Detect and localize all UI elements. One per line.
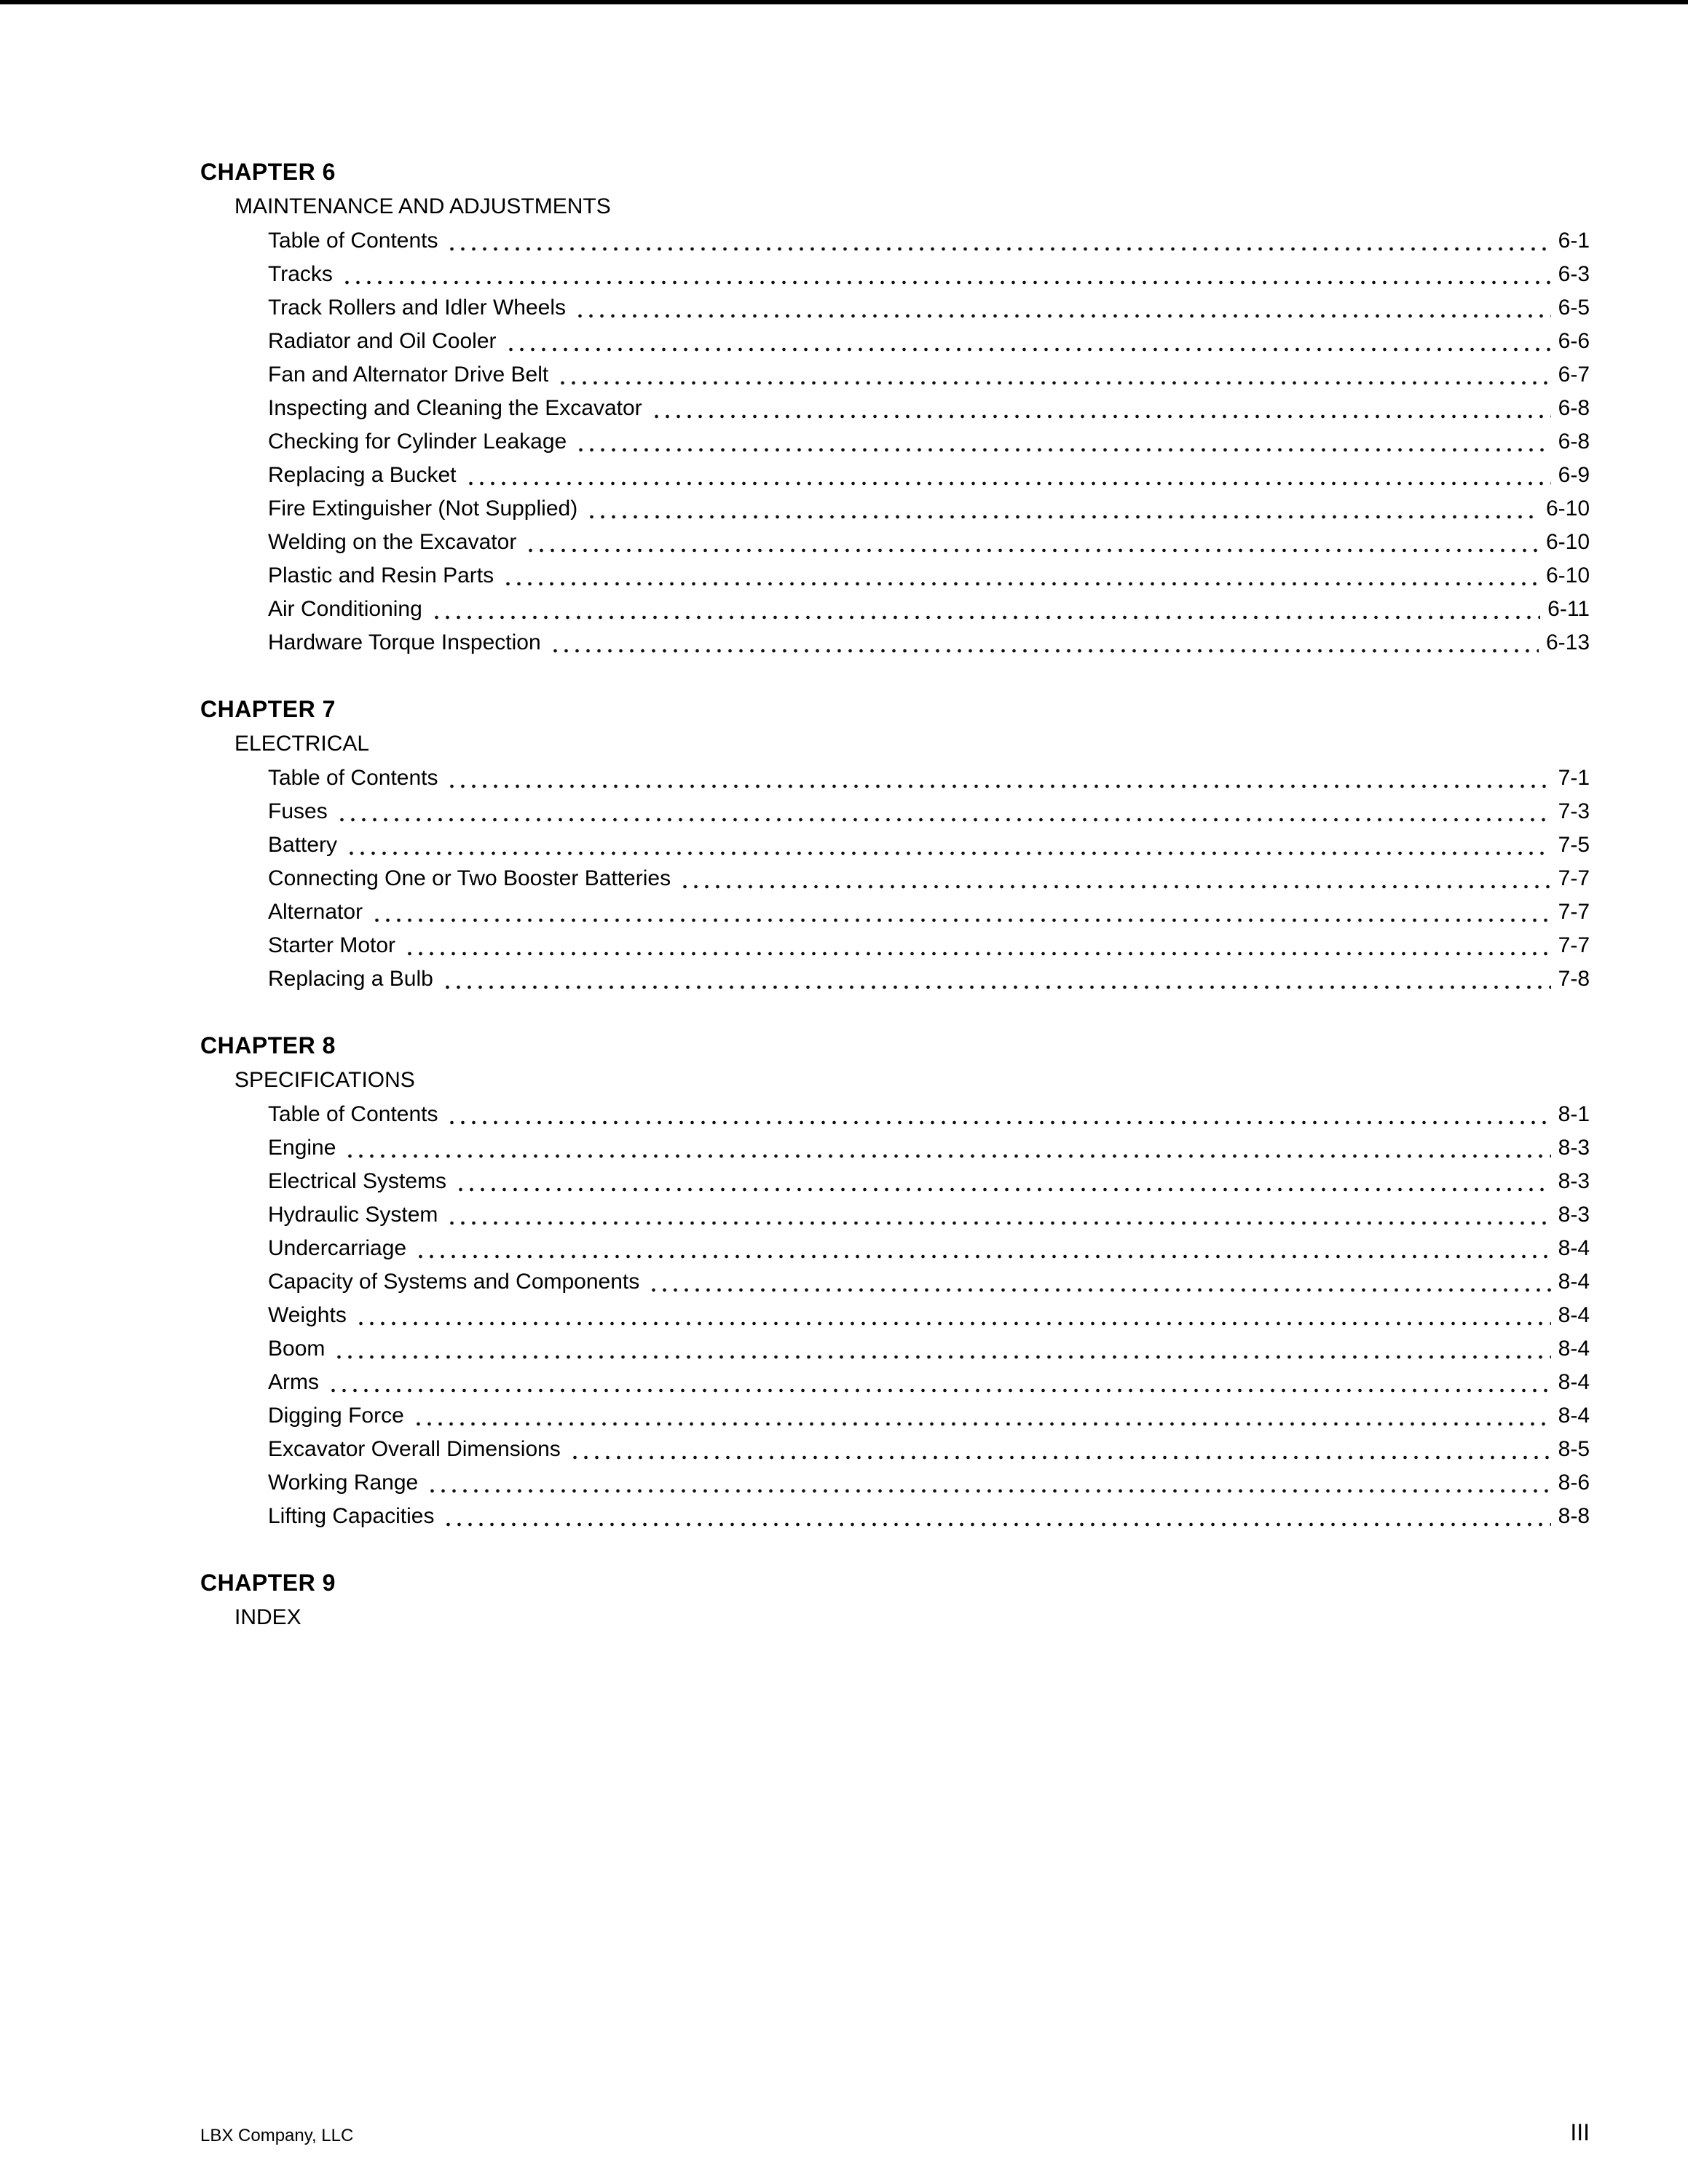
chapter-subtitle: INDEX — [234, 1605, 301, 1629]
dot-leader — [679, 883, 1551, 890]
dot-leader — [334, 1353, 1550, 1361]
toc-entry-label: Plastic and Resin Parts — [268, 563, 494, 587]
toc-entry-page-number: 8-1 — [1558, 1102, 1590, 1126]
toc-entry — [268, 559, 1590, 593]
toc-entry — [268, 626, 1590, 660]
toc-entry-page-number: 6-13 — [1545, 630, 1590, 654]
toc-entry-page-number: 8-3 — [1558, 1169, 1590, 1193]
dot-leader — [346, 850, 1551, 857]
dot-leader — [427, 1487, 1550, 1495]
footer-company: LBX Company, LLC — [200, 2126, 354, 2145]
toc-entry-page-number: 6-6 — [1558, 329, 1590, 353]
toc-entry-page-number: 6-5 — [1558, 296, 1590, 320]
dot-leader — [446, 1219, 1550, 1227]
chapter-title: CHAPTER 6 — [200, 159, 336, 185]
toc-entry-page-number: 8-4 — [1558, 1404, 1590, 1428]
toc-entry — [268, 828, 1590, 862]
toc-entry-label: Table of Contents — [268, 229, 438, 253]
dot-leader — [557, 379, 1550, 387]
footer-page-number: III — [1570, 2119, 1590, 2145]
toc-entry-page-number: 6-3 — [1558, 262, 1590, 286]
toc-entry — [268, 1433, 1590, 1466]
toc-entry — [268, 761, 1590, 795]
toc-entry-label: Replacing a Bucket — [268, 463, 457, 487]
toc-entry — [268, 1232, 1590, 1265]
toc-entry-label: Arms — [268, 1370, 319, 1394]
toc-entry-page-number: 6-7 — [1558, 363, 1590, 387]
toc-entry-label: Battery — [268, 833, 338, 857]
toc-entry-label: Radiator and Oil Cooler — [268, 329, 497, 353]
toc-entry — [268, 459, 1590, 492]
toc-entry-label: Starter Motor — [268, 933, 396, 957]
toc-entry-label: Boom — [268, 1337, 326, 1361]
toc-entry-page-number: 8-4 — [1558, 1337, 1590, 1361]
toc-entry-page-number: 7-7 — [1558, 900, 1590, 924]
toc-entry — [268, 1366, 1590, 1399]
chapter-title: CHAPTER 7 — [200, 696, 336, 722]
toc-entry — [268, 1198, 1590, 1232]
toc-entry-label: Connecting One or Two Booster Batteries — [268, 866, 671, 890]
toc-entry — [268, 1131, 1590, 1165]
toc-entry-label: Checking for Cylinder Leakage — [268, 430, 567, 454]
toc-entry — [268, 425, 1590, 459]
dot-leader — [344, 1152, 1550, 1160]
toc-entry — [268, 526, 1590, 559]
toc-entry — [268, 358, 1590, 392]
chapter-subtitle: MAINTENANCE AND ADJUSTMENTS — [234, 194, 611, 218]
dot-leader — [443, 1521, 1550, 1528]
toc-entry-page-number: 6-10 — [1545, 530, 1590, 554]
toc-entry-label: Replacing a Bulb — [268, 967, 433, 991]
toc-entry-page-number: 6-8 — [1558, 430, 1590, 454]
toc-entry-label: Table of Contents — [268, 1102, 438, 1126]
dot-leader — [586, 513, 1539, 521]
toc-entry — [268, 1500, 1590, 1533]
scan-edge — [0, 0, 1688, 4]
dot-leader — [431, 614, 1540, 621]
toc-entry — [268, 224, 1590, 258]
toc-entry-label: Tracks — [268, 262, 333, 286]
toc-entry-page-number: 6-8 — [1558, 396, 1590, 420]
chapter-subtitle: SPECIFICATIONS — [234, 1068, 415, 1092]
toc-entry-label: Welding on the Excavator — [268, 530, 517, 554]
dot-leader — [446, 783, 1550, 790]
toc-entry-label: Air Conditioning — [268, 597, 422, 621]
dot-leader — [575, 446, 1550, 454]
toc-entry-label: Table of Contents — [268, 766, 438, 790]
dot-leader — [446, 1119, 1550, 1126]
dot-leader — [575, 312, 1551, 320]
toc-entry-page-number: 6-11 — [1547, 597, 1590, 621]
toc-entry — [268, 325, 1590, 358]
toc-entry-label: Digging Force — [268, 1404, 404, 1428]
toc-entry-label: Engine — [268, 1136, 336, 1160]
dot-leader — [505, 346, 1551, 353]
toc-entry-page-number: 8-6 — [1558, 1471, 1590, 1495]
dot-leader — [371, 917, 1551, 924]
toc-entry-page-number: 6-9 — [1558, 463, 1590, 487]
toc-entry-page-number: 7-3 — [1558, 799, 1590, 823]
toc-entry — [268, 593, 1590, 626]
toc-entry-label: Fire Extinguisher (Not Supplied) — [268, 496, 578, 521]
toc-entry-page-number: 8-3 — [1558, 1203, 1590, 1227]
toc-entry-page-number: 7-7 — [1558, 866, 1590, 890]
toc-entry — [268, 291, 1590, 325]
toc-entry-label: Fuses — [268, 799, 328, 823]
toc-entry-page-number: 6-10 — [1545, 563, 1590, 587]
toc-entry-label: Fan and Alternator Drive Belt — [268, 363, 549, 387]
page-footer — [200, 2119, 1590, 2146]
dot-leader — [446, 245, 1550, 253]
chapter-section — [200, 692, 1590, 996]
toc-entry — [268, 962, 1590, 996]
chapter-title: CHAPTER 8 — [200, 1032, 336, 1059]
toc-entry-label: Hydraulic System — [268, 1203, 438, 1227]
toc-entry-page-number: 6-1 — [1558, 229, 1590, 253]
dot-leader — [328, 1387, 1551, 1394]
toc-entry-page-number: 7-8 — [1558, 967, 1590, 991]
toc-entry — [268, 1399, 1590, 1433]
chapter-section — [200, 1565, 1590, 1635]
toc-entry-page-number: 6-10 — [1545, 496, 1590, 521]
toc-entry-label: Electrical Systems — [268, 1169, 447, 1193]
dot-leader — [342, 279, 1551, 286]
toc-entry — [268, 929, 1590, 962]
dot-leader — [648, 1286, 1550, 1294]
toc-entry-label: Capacity of Systems and Components — [268, 1270, 640, 1294]
dot-leader — [465, 480, 1551, 487]
toc-entry-page-number: 8-8 — [1558, 1504, 1590, 1528]
dot-leader — [525, 547, 1539, 554]
toc-entry-page-number: 7-5 — [1558, 833, 1590, 857]
toc-entry-page-number: 8-4 — [1558, 1303, 1590, 1327]
dot-leader — [415, 1253, 1551, 1260]
toc-entry — [268, 492, 1590, 526]
dot-leader — [455, 1186, 1551, 1193]
toc-entry — [268, 1332, 1590, 1366]
toc-entry — [268, 1098, 1590, 1131]
toc-entry — [268, 258, 1590, 291]
dot-leader — [569, 1454, 1551, 1461]
toc-entry-label: Working Range — [268, 1471, 419, 1495]
toc-entry-label: Inspecting and Cleaning the Excavator — [268, 396, 642, 420]
dot-leader — [413, 1420, 1551, 1428]
toc-entry-label: Weights — [268, 1303, 347, 1327]
toc-entry-label: Undercarriage — [268, 1236, 407, 1260]
dot-leader — [502, 580, 1539, 587]
toc-entry — [268, 392, 1590, 425]
dot-leader — [651, 413, 1551, 420]
toc-entry-label: Alternator — [268, 900, 363, 924]
toc-entry-label: Hardware Torque Inspection — [268, 630, 541, 654]
toc-entry-label: Excavator Overall Dimensions — [268, 1437, 561, 1461]
toc-entry-page-number: 7-1 — [1558, 766, 1590, 790]
toc-entry — [268, 862, 1590, 895]
dot-leader — [404, 950, 1551, 957]
toc-entry — [268, 895, 1590, 929]
dot-leader — [355, 1320, 1551, 1327]
toc-entry — [268, 1265, 1590, 1299]
toc-entry-page-number: 8-4 — [1558, 1236, 1590, 1260]
chapter-subtitle: ELECTRICAL — [234, 732, 370, 756]
chapter-section — [200, 154, 1590, 660]
toc-entry-label: Track Rollers and Idler Wheels — [268, 296, 567, 320]
dot-leader — [442, 984, 1551, 991]
toc-entry — [268, 795, 1590, 828]
dot-leader — [336, 816, 1551, 823]
chapter-title: CHAPTER 9 — [200, 1570, 336, 1596]
dot-leader — [550, 647, 1539, 654]
toc-entry-page-number: 8-5 — [1558, 1437, 1590, 1461]
toc-entry-page-number: 8-4 — [1558, 1270, 1590, 1294]
toc-entry-label: Lifting Capacities — [268, 1504, 435, 1528]
toc-entry-page-number: 8-3 — [1558, 1136, 1590, 1160]
toc-entry-page-number: 8-4 — [1558, 1370, 1590, 1394]
toc-entry-page-number: 7-7 — [1558, 933, 1590, 957]
toc-entry — [268, 1466, 1590, 1500]
chapter-section — [200, 1028, 1590, 1533]
toc-entry — [268, 1165, 1590, 1198]
toc-entry — [268, 1299, 1590, 1332]
